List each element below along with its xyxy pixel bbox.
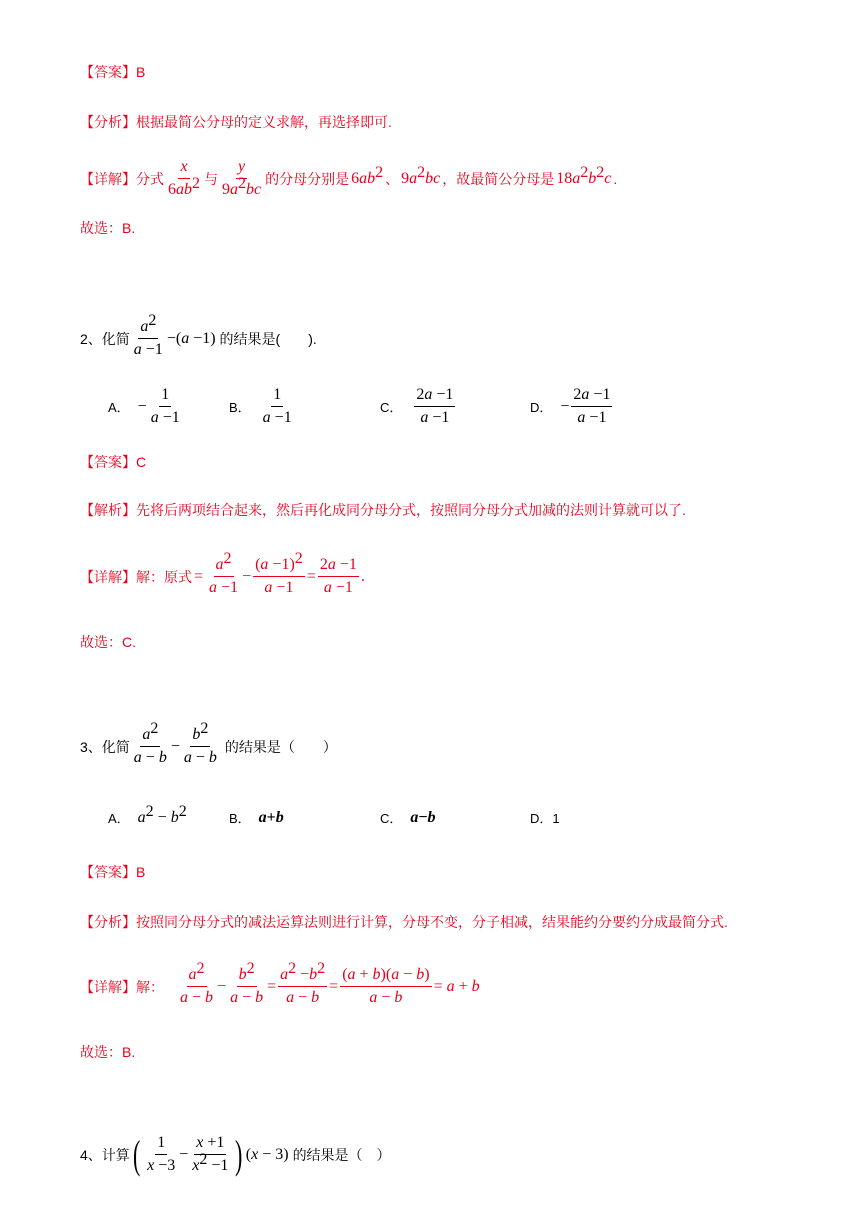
q3-answer: 【答案】B <box>80 864 146 880</box>
q1-analysis: 【分析】根据最简公分母的定义求解，再选择即可. <box>80 114 392 130</box>
q3-conclusion: 故选：B. <box>80 1044 136 1060</box>
q3-detail: 【详解】解： $\frac{a^2}{a - b}$ − $\frac{b^2}{a - b}$ = $\frac{a^2 -b^2}{a - b}$ = $\frac{(a + b)(a - b)}{a - b}$ = a + b <box>80 960 480 1006</box>
q3-stem: 3、化简 $\frac{a^2}{a - b}$ − $\frac{b^2}{a - b}$ 的结果是（ ） <box>80 720 337 766</box>
q4-stem: 4、计算 ( $\frac{1}{x -3}$ − $\frac{x +1}{x^2 -1}$ ) (x − 3) 的结果是（ ） <box>80 1131 391 1177</box>
q2-option-d[interactable]: D． − $\frac{2a -1}{a -1}$ <box>530 386 611 426</box>
q3-option-c[interactable]: C． a−b <box>380 808 436 826</box>
q2-detail: 【详解】解：原式 = $\frac{a^2}{a -1}$ − $\frac{(a -1)^2}{a -1}$ = $\frac{2a -1}{a -1}$ . <box>80 550 365 596</box>
q2-analysis: 【解析】先将后两项结合起来，然后再化成同分母分式，按照同分母分式加减的法则计算就可以了. <box>80 502 686 518</box>
q1-detail: 【详解】分式 $\frac{x}{6ab^2}$ 与 $\frac{y}{9a^2bc}$ 的分母分别是 $6ab^2$ 、 $9a^2bc$ ，故最简公分母是 $18a^2b^2c$ . <box>80 158 618 198</box>
q1-conclusion: 故选：B. <box>80 220 136 236</box>
q1-answer: 【答案】B <box>80 64 146 80</box>
q2-option-b[interactable]: B． $\frac{1}{a -1}$ <box>229 386 292 426</box>
q2-answer: 【答案】C <box>80 454 147 470</box>
q2-option-c[interactable]: C． $\frac{2a -1}{a -1}$ <box>380 386 454 426</box>
fraction: $\frac{a^2}{a -1}$ <box>133 312 163 358</box>
q3-analysis: 【分析】按照同分母分式的减法运算法则进行计算，分母不变，分子相减，结果能约分要约分成最简分式. <box>80 914 728 930</box>
q2-stem: 2、化简 $\frac{a^2}{a -1}$ −(a −1) 的结果是( ). <box>80 312 317 358</box>
fraction: $\frac{y}{9a^2bc}$ <box>222 158 262 198</box>
q3-option-a[interactable]: A． $a^2 - b^2$ <box>108 802 187 826</box>
q3-option-b[interactable]: B． a+b <box>229 808 284 826</box>
q3-option-d[interactable]: D．1 <box>530 811 560 826</box>
q2-option-a[interactable]: A． − $\frac{1}{a -1}$ <box>108 386 180 426</box>
q2-conclusion: 故选：C. <box>80 634 136 650</box>
fraction: $\frac{x}{6ab^2}$ <box>168 158 200 198</box>
